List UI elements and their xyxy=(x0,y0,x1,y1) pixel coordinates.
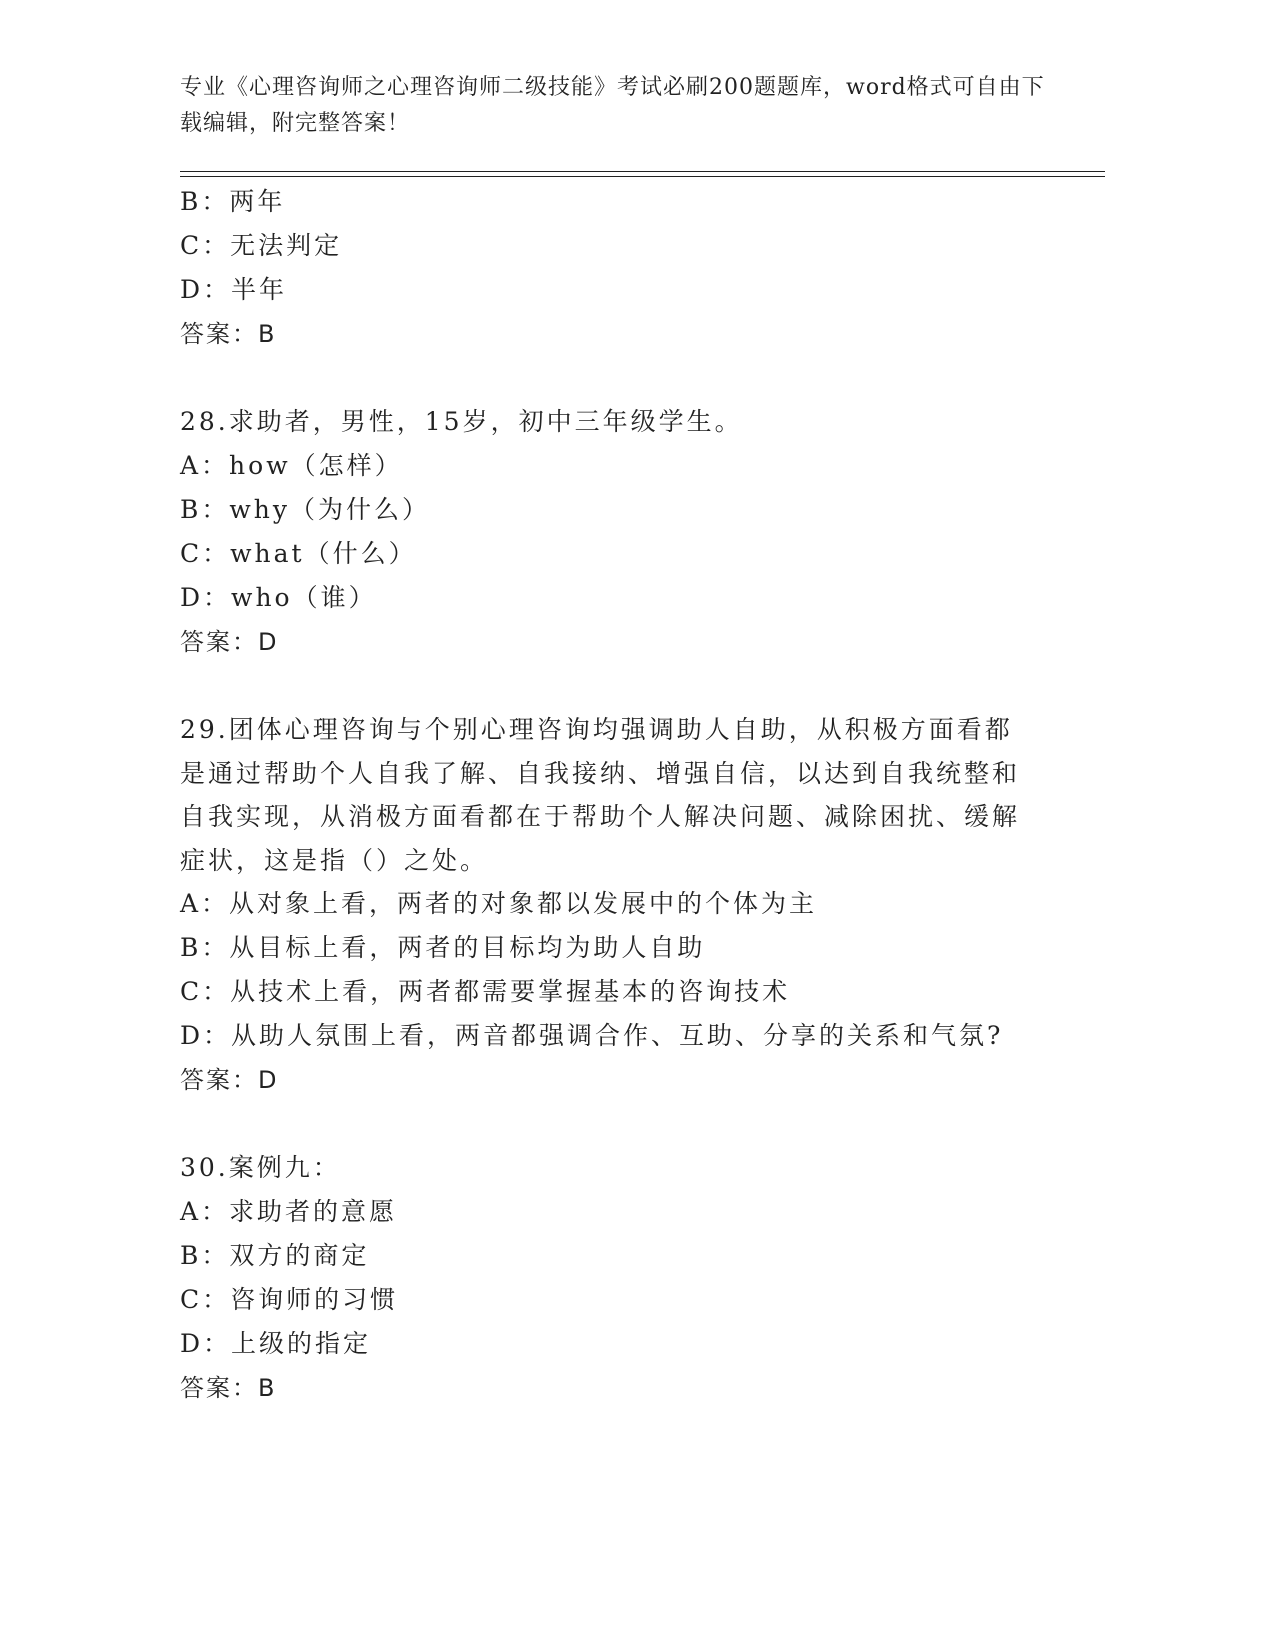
option-d: D：从助人氛围上看，两音都强调合作、互助、分享的关系和气氛? xyxy=(180,1021,1004,1050)
answer: 答案：B xyxy=(180,1374,277,1402)
header-divider-top xyxy=(180,171,1105,172)
option-c: C：what（什么） xyxy=(180,539,417,568)
option-c: C：从技术上看，两者都需要掌握基本的咨询技术 xyxy=(180,977,791,1006)
spacer xyxy=(180,356,1040,400)
question-stem: 29.团体心理咨询与个别心理咨询均强调助人自助，从积极方面看都是通过帮助个人自我了解、自我接纳、增强自信，以达到自我统整和自我实现，从消极方面看都在于帮助个人解决问题、减除困扰、缓解症状，这是指（）之处。 xyxy=(180,715,1021,875)
option-d: D：上级的指定 xyxy=(180,1329,372,1358)
answer: 答案：D xyxy=(180,1066,279,1094)
question-28 xyxy=(180,400,1040,664)
spacer xyxy=(180,1102,1040,1146)
option-a: A：求助者的意愿 xyxy=(180,1197,398,1226)
answer: 答案：D xyxy=(180,628,279,656)
option-b: B：双方的商定 xyxy=(180,1241,370,1270)
answer: 答案：B xyxy=(180,320,277,348)
option-a: A：从对象上看，两者的对象都以发展中的个体为主 xyxy=(180,889,818,918)
option-c: C：无法判定 xyxy=(180,231,343,260)
option-d: D：who（谁） xyxy=(180,583,377,612)
question-list xyxy=(180,180,1040,1410)
question-stem: 28.求助者，男性，15岁，初中三年级学生。 xyxy=(180,407,743,436)
question-30 xyxy=(180,1146,1040,1410)
spacer xyxy=(180,664,1040,708)
option-b: B：两年 xyxy=(180,187,286,216)
option-b: B：why（为什么） xyxy=(180,495,430,524)
option-c: C：咨询师的习惯 xyxy=(180,1285,399,1314)
option-d: D：半年 xyxy=(180,275,288,304)
option-b: B：从目标上看，两者的目标均为助人自助 xyxy=(180,933,706,962)
document-header: 专业《心理咨询师之心理咨询师二级技能》考试必刷200题题库，word格式可自由下载编辑，附完整答案！ xyxy=(180,75,1045,136)
header-divider-bottom xyxy=(180,176,1105,177)
option-a: A：how（怎样） xyxy=(180,451,403,480)
question-29 xyxy=(180,708,1040,1102)
question-stem: 30.案例九： xyxy=(180,1153,341,1182)
question-27 xyxy=(180,180,1040,356)
